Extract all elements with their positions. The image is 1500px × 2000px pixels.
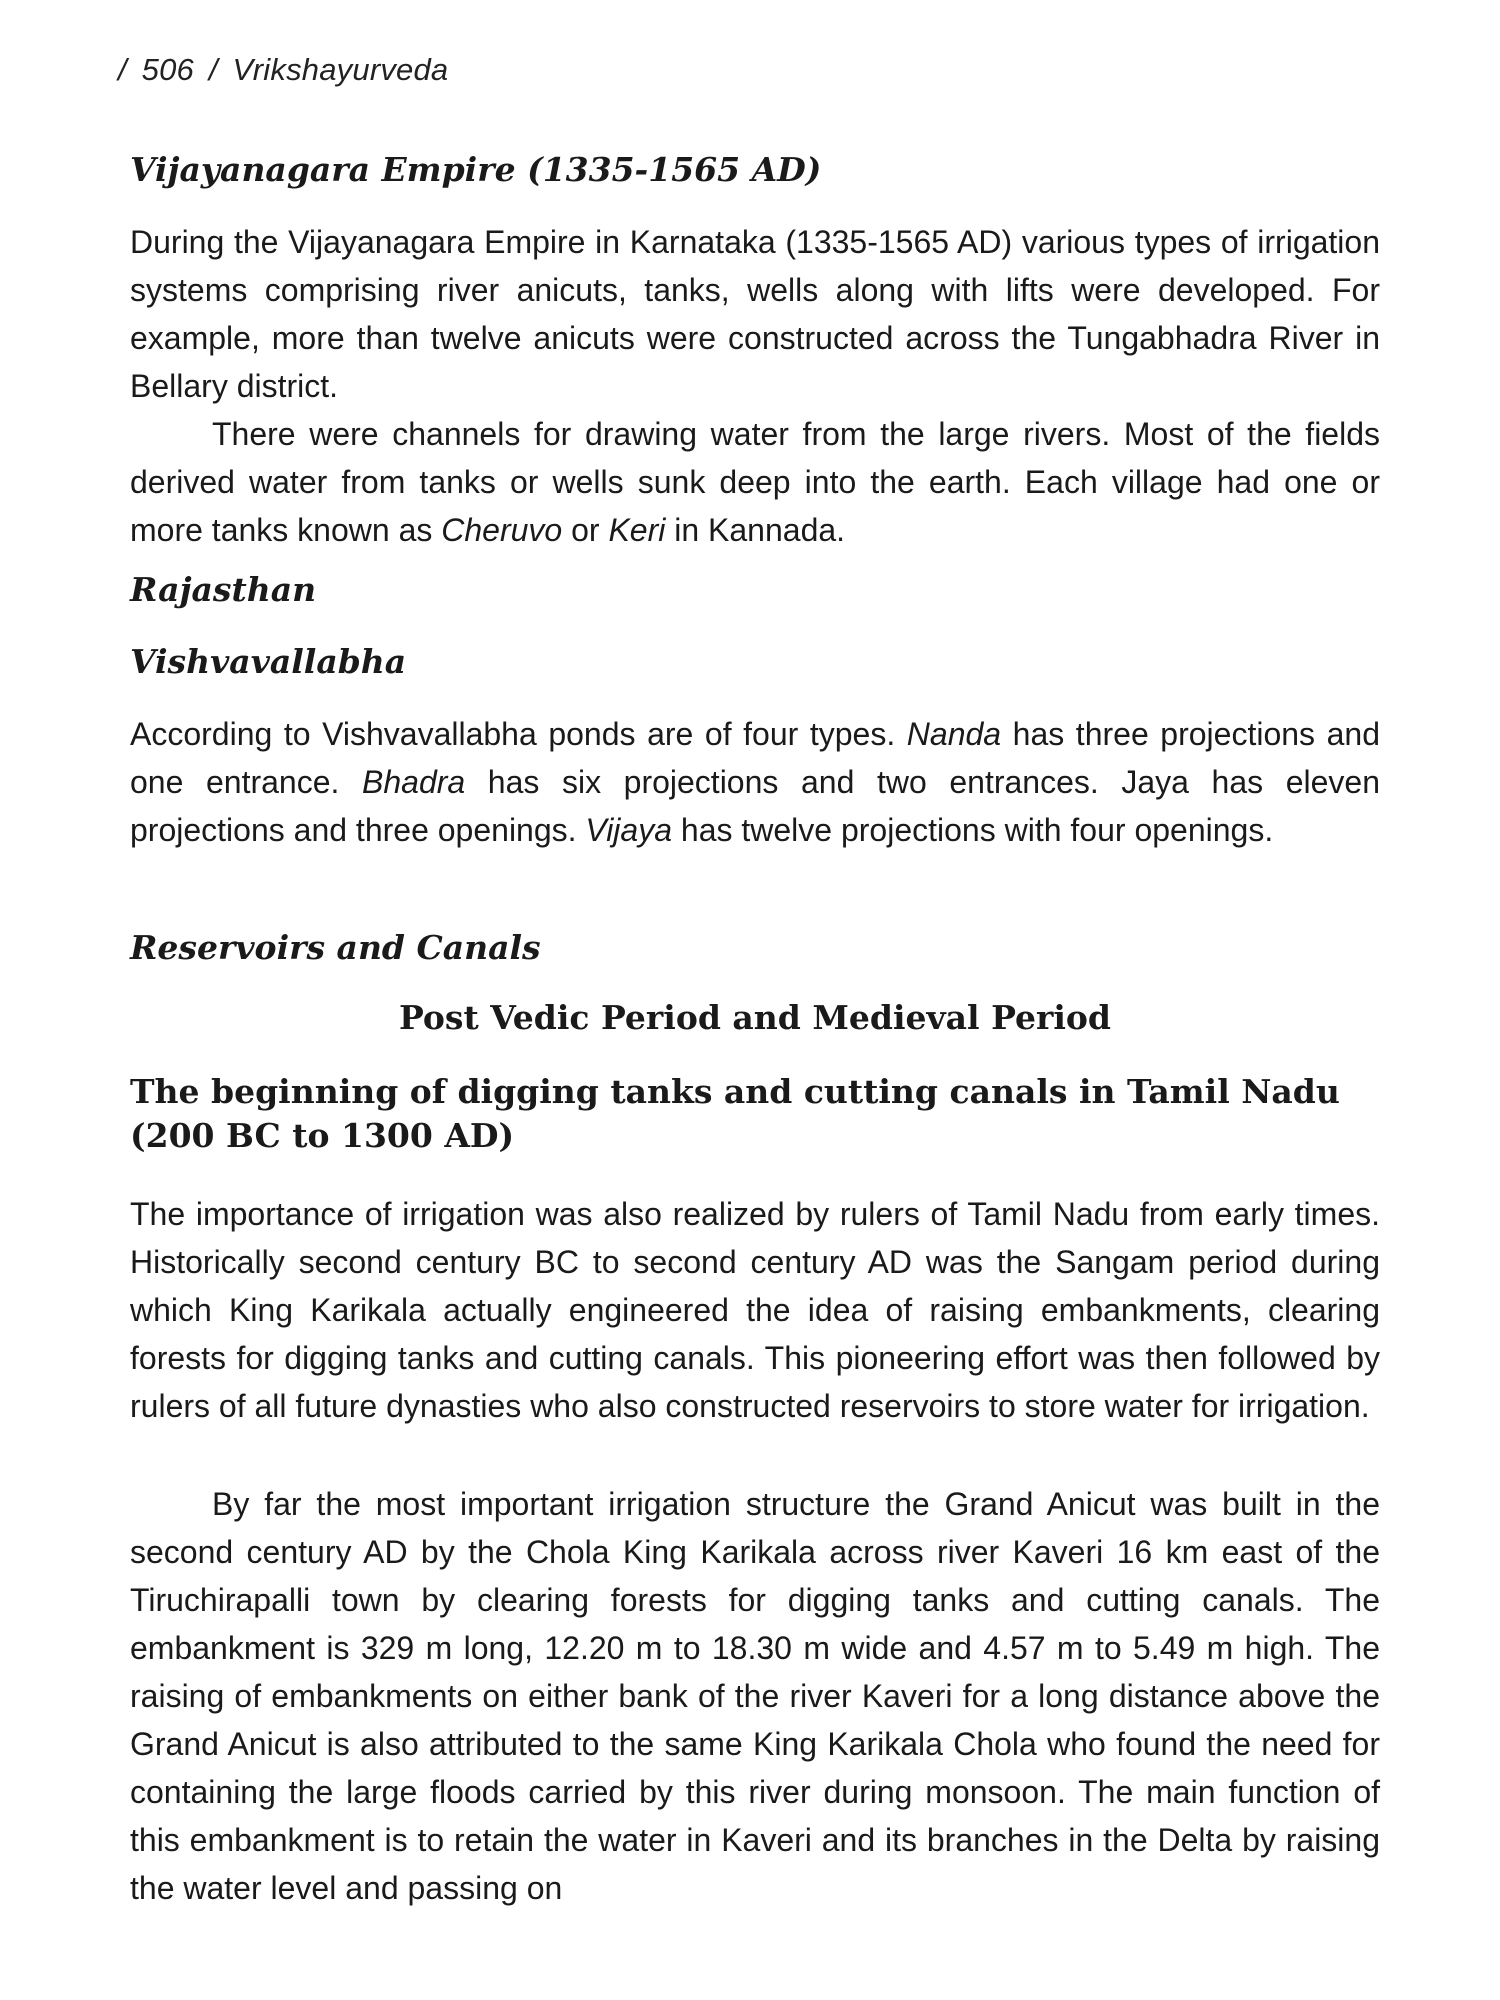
paragraph-vijayanagara-irrigation: During the Vijayanagara Empire in Karnataka (1335-1565 AD) various types of irrigation systems comprising river anicuts, tanks, wells along with lifts were developed. For example, more than twelve anicuts were constructed across the Tungabhadra River in Bellary district. xyxy=(130,224,1380,404)
term-cheruvo: Cheruvo xyxy=(441,512,563,548)
heading-vishvavallabha: Vishvavallabha xyxy=(130,642,407,681)
heading-post-vedic-period: Post Vedic Period and Medieval Period xyxy=(398,998,1111,1037)
running-head-slash: / xyxy=(118,52,127,87)
heading-rajasthan: Rajasthan xyxy=(130,570,317,609)
page-number: 506 xyxy=(141,52,194,87)
text-run: has three projections and one entrance. xyxy=(130,716,1381,800)
text-run: in Kannada. xyxy=(665,512,846,548)
text-run: There were channels for drawing water from the large rivers. Most of the fields derived water from tanks or wells sunk deep into the earth. Each village had one or more tanks known as xyxy=(130,416,1380,548)
term-bhadra: Bhadra xyxy=(362,764,466,800)
heading-tamil-nadu-tanks: The beginning of digging tanks and cutting canals in Tamil Nadu (200 BC to 1300 AD) xyxy=(130,1072,1340,1155)
heading-reservoirs-and-canals: Reservoirs and Canals xyxy=(130,928,541,967)
running-head-slash: / xyxy=(208,52,218,87)
paragraph-channels-and-tanks xyxy=(130,410,1380,554)
text-run: has six projections and two entrances. Jaya has eleven projections and three openings. xyxy=(130,764,1381,848)
term-vijaya: Vijaya xyxy=(585,812,672,848)
term-nanda: Nanda xyxy=(906,716,1002,752)
book-title: Vrikshayurveda xyxy=(232,52,449,87)
paragraph-tamil-nadu-irrigation: The importance of irrigation was also realized by rulers of Tamil Nadu from early times. Historically second century BC to second century AD was the Sangam period during which King Karikala actually engineered the idea of raising embankments, clearing forests for digging tanks and cutting canals. This pioneering effort was then followed by rulers of all future dynasties who also constructed reservoirs to store water for irrigation. xyxy=(130,1196,1380,1424)
text-run: has twelve projections with four openings. xyxy=(672,812,1274,848)
running-head xyxy=(118,52,454,88)
paragraph-pond-types xyxy=(130,710,1380,854)
text-run: or xyxy=(562,512,609,548)
heading-vijayanagara-empire: Vijayanagara Empire (1335-1565 AD) xyxy=(130,150,822,189)
text-run: According to Vishvavallabha ponds are of four types. xyxy=(130,716,907,752)
paragraph-grand-anicut: By far the most important irrigation structure the Grand Anicut was built in the second century AD by the Chola King Karikala across river Kaveri 16 km east of the Tiruchirapalli town by clearing forests for digging tanks and cutting canals. The embankment is 329 m long, 12.20 m to 18.30 m wide and 4.57 m to 5.49 m high. The raising of embankments on either bank of the river Kaveri for a long distance above the Grand Anicut is also attributed to the same King Karikala Chola who found the need for containing the large floods carried by this river during monsoon. The main function of this embankment is to retain the water in Kaveri and its branches in the Delta by raising the water level and passing on xyxy=(130,1486,1380,1906)
term-keri: Keri xyxy=(608,512,666,548)
